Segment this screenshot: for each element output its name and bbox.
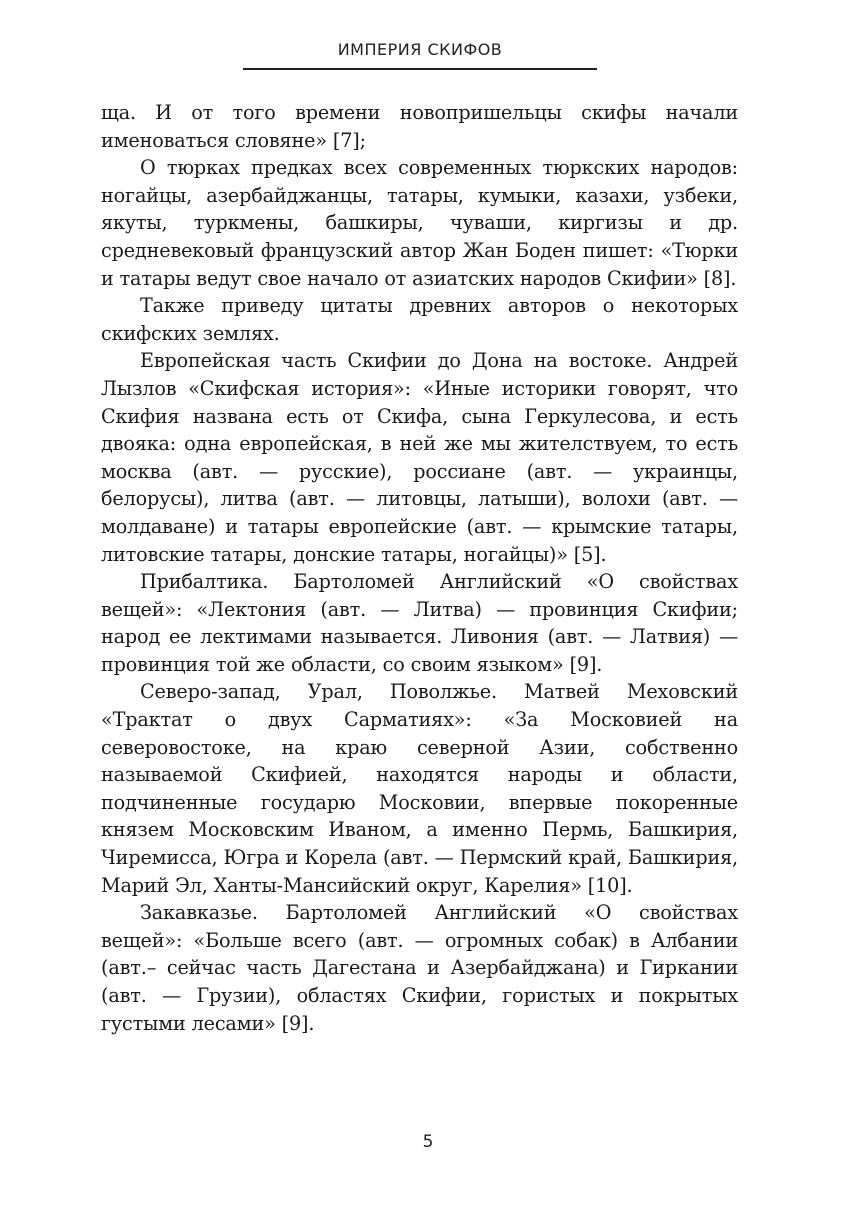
paragraph-northwest-ural: Северо-запад, Урал, Поволжье. Матвей Меховский «Трактат о двух Сарматиях»: «За Московией на северовостоке, на краю северной Азии, собственно называемой Скифией, находятся народы и области, подчиненные государю Московии, впервые покоренные князем Московским Иваном, а именно Пермь, Башкирия, Чиремисса, Югра и Корела (авт. — Пермский край, Башкирия, Марий Эл, Ханты-Мансийский округ, Карелия» [10]. <box>101 680 738 897</box>
paragraph-transcaucasia: Закавказье. Бартоломей Английский «О свойствах вещей»: «Больше всего (авт. — огромных собак) в Албании (авт.– сейчас часть Дагестана и Азербайджана) и Гиркании (авт. — Грузии), областях Скифии, гористых и покрытых густыми лесами» [9]. <box>101 901 738 1035</box>
paragraph-intro-quotes: Также приведу цитаты древних авторов о некоторых скифских землях. <box>101 294 738 345</box>
body-text <box>101 99 738 1037</box>
running-head-title: ИМПЕРИЯ СКИФОВ <box>337 40 503 59</box>
paragraph-baltics: Прибалтика. Бартоломей Английский «О свойствах вещей»: «Лектония (авт. — Литва) — провинция Скифии; народ ее лектимами называется. Ливония (авт. — Латвия) — провинция той же области, со своим языком» [9]. <box>101 570 738 676</box>
paragraph-turks: О тюрках предках всех современных тюркских народов: ногайцы, азербайджанцы, татары, кумыки, казахи, узбеки, якуты, туркмены, башкиры, чуваши, киргизы и др. средневековый французский автор Жан Боден пишет: «Тюрки и татары ведут свое начало от азиатских народов Скифии» [8]. <box>101 156 738 290</box>
paragraph-european-scythia: Европейская часть Скифии до Дона на востоке. Андрей Лызлов «Скифская история»: «Иные историки говорят, что Скифия названа есть от Скифа, сына Геркулесова, и есть двояка: одна европейская, в ней же мы жителствуем, то есть москва (авт. — русские), россиане (авт. — украинцы, белорусы), литва (авт. — литовцы, латыши), волохи (авт. — молдаване) и татары европейские (авт. — крымские татары, литовские татары, донские татары, ногайцы)» [5]. <box>101 349 738 566</box>
page-number: 5 <box>422 1132 434 1152</box>
header-rule <box>243 68 597 70</box>
paragraph-continuation: ща. И от того времени новопришельцы скифы начали именоваться словяне» [7]; <box>101 101 738 152</box>
